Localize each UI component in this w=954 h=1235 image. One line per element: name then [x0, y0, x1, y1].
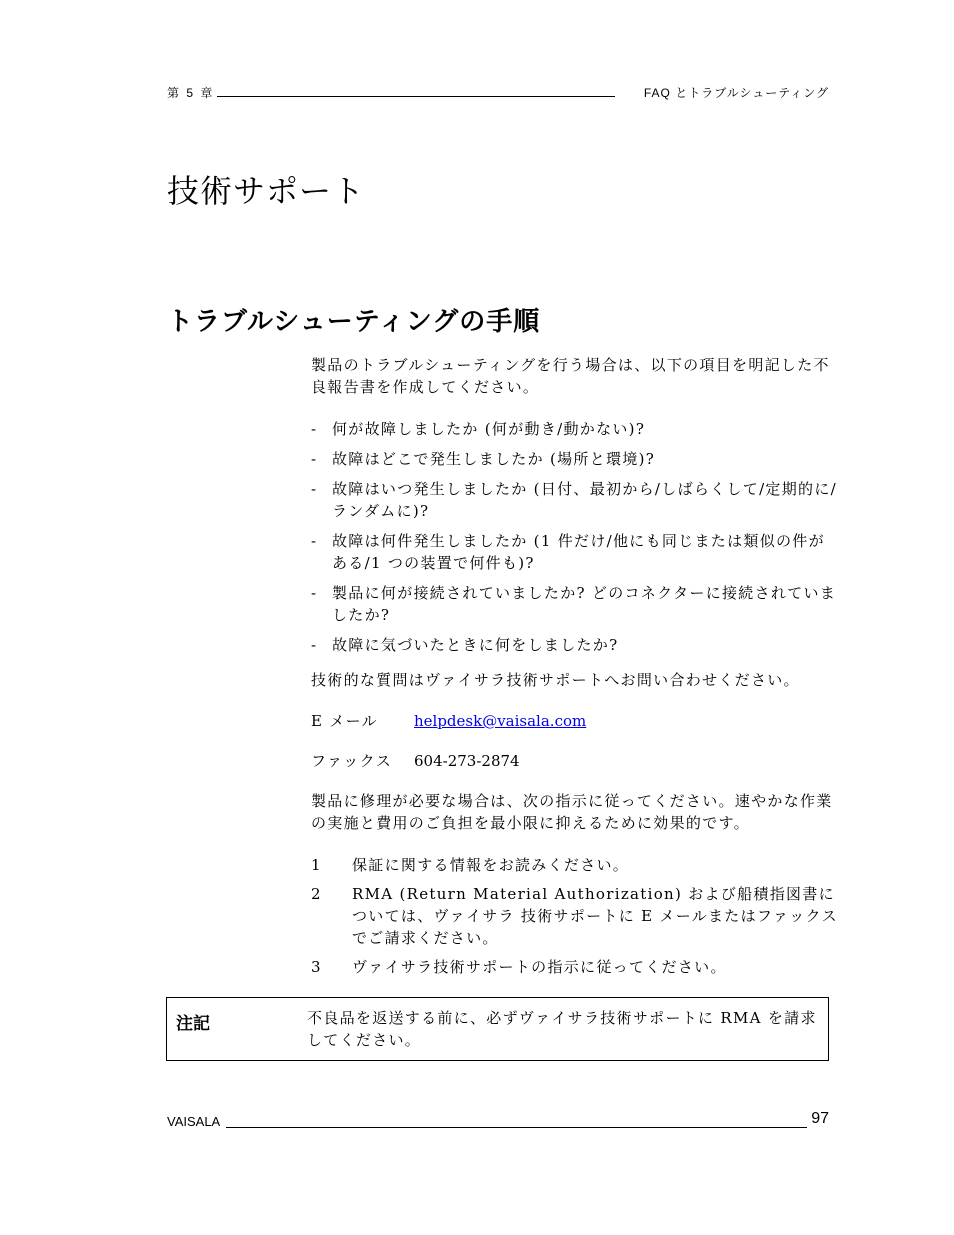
step-list — [311, 854, 841, 985]
page-footer — [167, 1110, 829, 1130]
repair-paragraph: 製品に修理が必要な場合は、次の指示に従ってください。速やかな作業の実施と費用のご負担を最小限に抑えるために効果的です。 — [311, 792, 833, 832]
step-number: 3 — [311, 958, 322, 976]
fax-number: 604-273-2874 — [414, 752, 520, 770]
chapter-label: 第 5 章 — [167, 86, 215, 100]
list-item — [311, 956, 841, 978]
step-text: RMA (Return Material Authorization) および船積指図書については、ヴァイサラ 技術サポートに E メールまたはファックスでご請求ください。 — [352, 885, 838, 947]
step-number: 1 — [311, 856, 322, 874]
header-rule — [217, 96, 615, 97]
note-box — [166, 997, 829, 1061]
list-item: - 故障はどこで発生しましたか (場所と環境)? — [311, 450, 656, 468]
fax-label: ファックス — [311, 752, 393, 770]
list-item: - 故障に気づいたときに何をしましたか? — [311, 636, 619, 654]
step-number: 2 — [311, 885, 322, 903]
question-text: 故障に気づいたときに何をしましたか? — [332, 636, 619, 654]
section-heading: トラブルシューティングの手順 — [167, 307, 541, 337]
list-item — [311, 883, 841, 949]
email-row — [311, 710, 841, 732]
note-title: 注記 — [176, 1014, 210, 1034]
fax-row — [311, 750, 841, 772]
email-link[interactable]: helpdesk@vaisala.com — [414, 712, 587, 730]
page-header — [167, 84, 829, 100]
note-text: 不良品を返送する前に、必ずヴァイサラ技術サポートに RMA を請求してください。 — [307, 1009, 817, 1049]
question-text: 何が故障しましたか (何が動き/動かない)? — [332, 420, 646, 438]
list-item: - 何が故障しましたか (何が動き/動かない)? — [311, 420, 646, 438]
section-label: FAQ とトラブルシューティング — [643, 86, 829, 100]
list-item: - 故障はいつ発生しましたか (日付、最初から/しばらくして/定期的に/ランダムに)? — [311, 480, 837, 520]
question-text: 製品に何が接続されていましたか? どのコネクターに接続されていましたか? — [332, 584, 837, 624]
question-text: 故障はいつ発生しましたか (日付、最初から/しばらくして/定期的に/ランダムに)? — [332, 480, 837, 520]
intro-paragraph: 製品のトラブルシューティングを行う場合は、以下の項目を明記した不良報告書を作成してください。 — [311, 356, 830, 396]
footer-rule — [226, 1127, 807, 1128]
list-item — [311, 854, 841, 876]
email-label: E メール — [311, 712, 378, 730]
question-text: 故障はどこで発生しましたか (場所と環境)? — [332, 450, 656, 468]
step-text: 保証に関する情報をお読みください。 — [352, 856, 630, 874]
footer-brand: VAISALA — [167, 1114, 221, 1129]
page-title: 技術サポート — [167, 172, 366, 210]
list-item: - 製品に何が接続されていましたか? どのコネクターに接続されていましたか? — [311, 584, 837, 624]
step-text: ヴァイサラ技術サポートの指示に従ってください。 — [352, 958, 727, 976]
list-item: - 故障は何件発生しましたか (1 件だけ/他にも同じまたは類似の件がある/1 つの装置で何件も)? — [311, 532, 825, 572]
page-number: 97 — [811, 1110, 829, 1127]
question-text: 故障は何件発生しましたか (1 件だけ/他にも同じまたは類似の件がある/1 つの装置で何件も)? — [332, 532, 825, 572]
question-list — [311, 418, 841, 664]
tech-support-paragraph: 技術的な質問はヴァイサラ技術サポートへお問い合わせください。 — [311, 671, 800, 689]
